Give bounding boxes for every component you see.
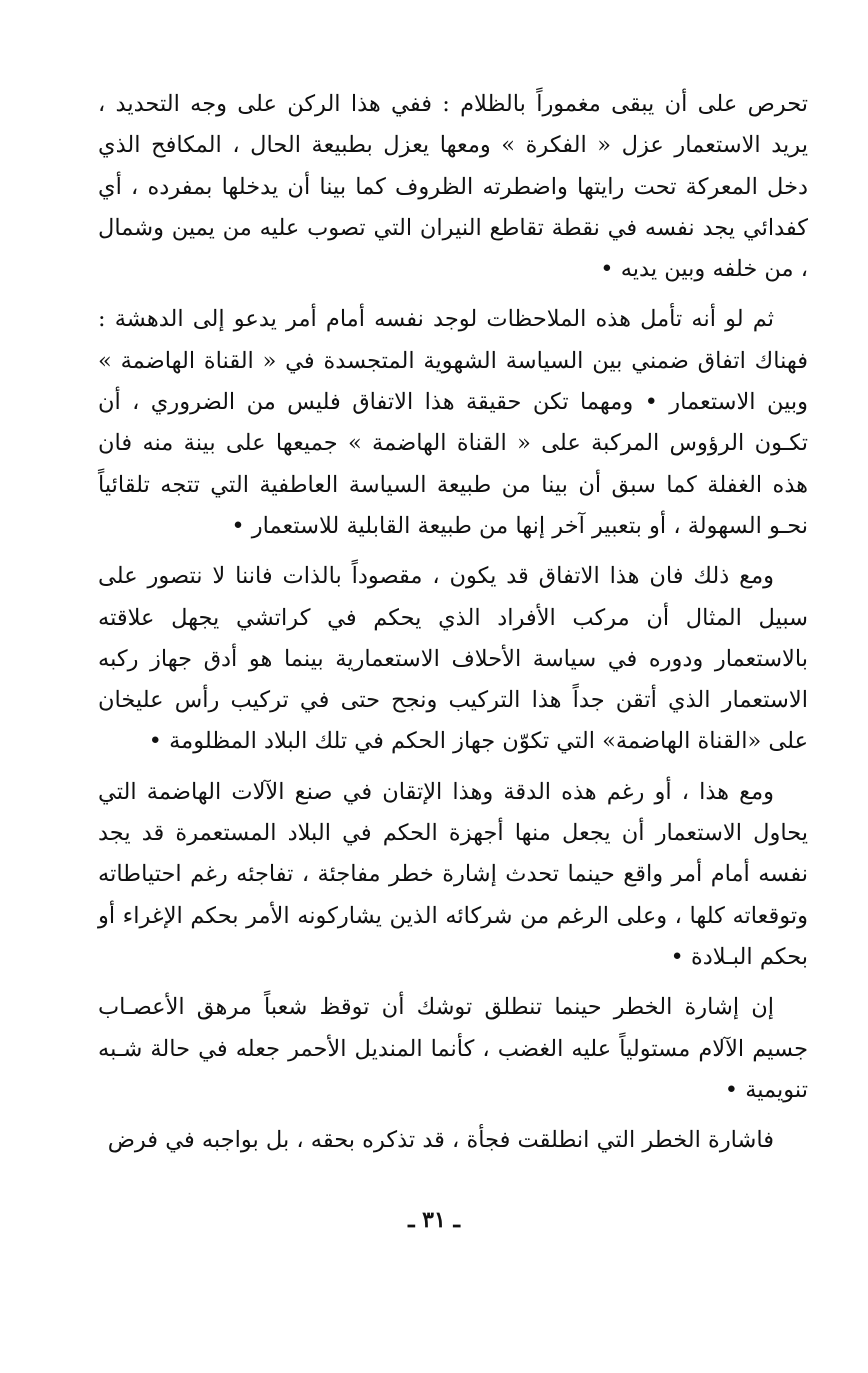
page-number: ـ ٣١ ـ [408, 1207, 460, 1233]
paragraph-6: فاشارة الخطر التي انطلقت فجأة ، قد تذكره بحقه ، بل بواجبه في فرض [107, 1127, 774, 1154]
paragraph-3: ومع ذلك فان هذا الاتفاق قد يكون ، مقصوداً بالذات فاننا لا نتصور على سبيل المثال أن مركب الأفراد الذي يحكم في كراتشي يجهل علاقته بالاستعمار ودوره في سياسة الأحلاف الاستعمارية بينما هو أدق جهاز ركبه الاستعمار الذي أتقن جداً هذا التركيب ونجح حتى في تركيب رأس عليخان على «القناة الهاضمة» التي تكوّن جهاز الحكم في تلك البلاد المظلومة • [98, 563, 808, 755]
paragraph-5: إن إشارة الخطر حينما تنطلق توشك أن توقظ شعباً مرهق الأعصـاب جسيم الآلام مستولياً عليه الغضب ، كأنما المنديل الأحمر جعله في حالة شـبه تنويمية • [98, 994, 808, 1103]
paragraph-2: ثم لو أنه تأمل هذه الملاحظات لوجد نفسه أمام أمر يدعو إلى الدهشة : فهناك اتفاق ضمني بين السياسة الشهوية المتجسدة في « القناة الهاضمة » وبين الاستعمار • ومهما تكن حقيقة هذا الاتفاق فليس من الضروري ، أن تكـون الرؤوس المركبة على « القناة الهاضمة » جميعها على بينة منه فان هذه الغفلة كما سبق أن بينا من طبيعة السياسة العاطفية التي تتجه تلقائياً نحـو السهولة ، أو بتعبير آخر إنها من طبيعة القابلية للاستعمار • [98, 306, 808, 539]
paragraph-4: ومع هذا ، أو رغم هذه الدقة وهذا الإتقان في صنع الآلات الهاضمة التي يحاول الاستعمار أن يجعل منها أجهزة الحكم في البلاد المستعمرة قد يجد نفسه أمام أمر واقع حينما تحدث إشارة خطر مفاجئة ، تفاجئه رغم احتياطاته وتوقعاته كلها ، وعلى الرغم من شركائه الذين يشاركونه الأمر بحكم الإغراء أو بحكم البـلادة • [98, 778, 808, 970]
body-text [98, 84, 808, 1170]
paragraph-1: تحرص على أن يبقى مغموراً بالظلام : ففي هذا الركن على وجه التحديد ، يريد الاستعمار عزل « الفكرة » ومعها يعزل بطبيعة الحال ، المكافح الذي دخل المعركة تحت رايتها واضطرته الظروف كما بينا أن يدخلها بمفرده ، أي كفدائي يجد نفسه في نقطة تقاطع النيران التي تصوب عليه من يمين وشمال ، من خلفه وبين يديه • [98, 91, 808, 283]
